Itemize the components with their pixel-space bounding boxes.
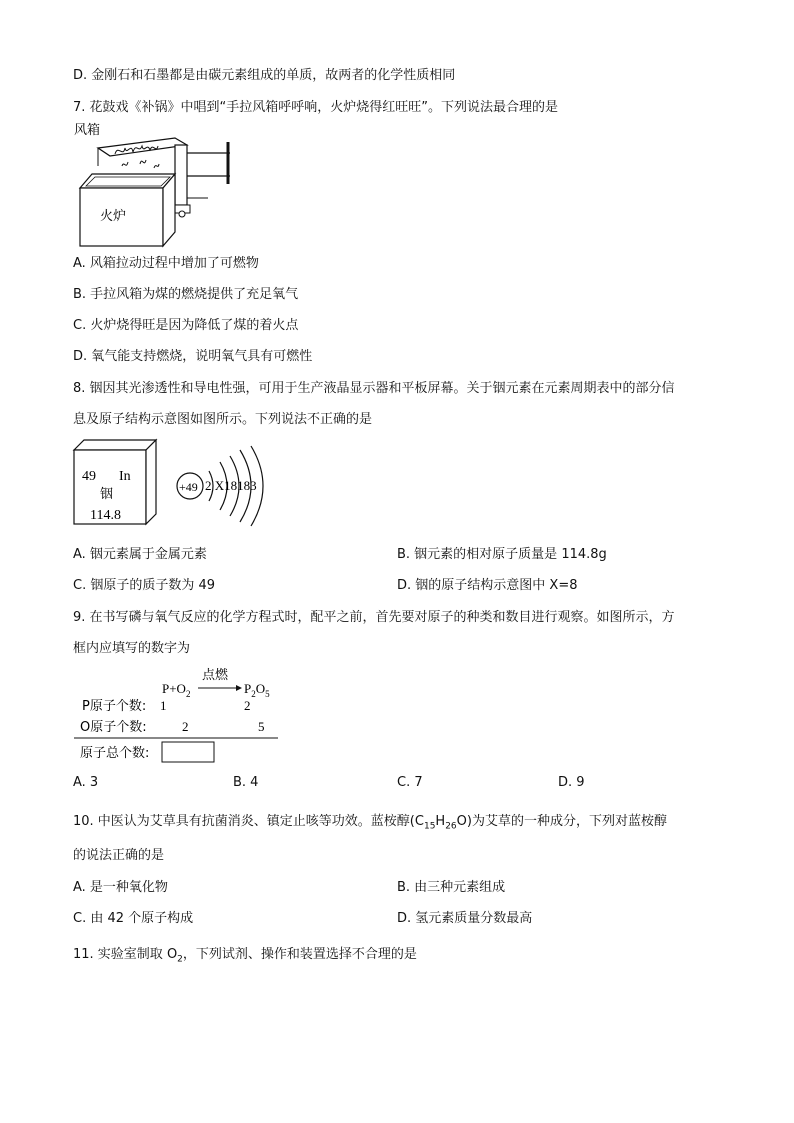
q8-option-b: B. 铟元素的相对原子质量是 114.8g — [397, 547, 607, 562]
q8-stem-line1: 8. 铟因其光渗透性和导电性强，可用于生产液晶显示器和平板屏幕。关于铟元素在元素周期表中的部分信 — [73, 381, 675, 396]
q9-stem-line2: 框内应填写的数字为 — [73, 641, 191, 656]
q9-option-a: A. 3 — [73, 775, 99, 790]
q7-option-b: B. 手拉风箱为煤的燃烧提供了充足氧气 — [73, 287, 299, 302]
atomic-number: 49 — [82, 469, 96, 484]
product-o-subscript: 5 — [265, 689, 270, 699]
electron-shells: 2 X18183 — [205, 478, 257, 493]
p-left-count: 1 — [160, 698, 167, 713]
o-left-count: 2 — [182, 719, 189, 734]
reactant-formula: P+O — [162, 681, 186, 696]
q10-stem-line2: 的说法正确的是 — [73, 848, 165, 863]
atomic-mass: 114.8 — [90, 508, 121, 523]
o-right-count: 5 — [258, 719, 265, 734]
q7-stem: 7. 花鼓戏《补锅》中唱到“手拉风箱呼呼响，火炉烧得红旺旺”。下列说法最合理的是 — [73, 100, 559, 115]
svg-text:P2O5 — [244, 681, 270, 699]
o-row-label: O原子个数: — [80, 720, 147, 735]
q10-option-d: D. 氢元素质量分数最高 — [397, 911, 533, 926]
q10-option-c: C. 由 42 个原子构成 — [73, 911, 194, 926]
furnace-label: 火炉 — [100, 208, 127, 223]
answer-box — [162, 742, 214, 762]
bellows-furnace-figure — [70, 118, 240, 248]
p-right-count: 2 — [244, 698, 251, 713]
o2-subscript: 2 — [185, 689, 191, 699]
product-p: P — [244, 681, 252, 696]
q8-option-c: C. 铟原子的质子数为 49 — [73, 578, 216, 593]
q10-option-a: A. 是一种氧化物 — [73, 880, 168, 895]
q8-option-d: D. 铟的原子结构示意图中 X=8 — [397, 578, 578, 593]
q9-option-b: B. 4 — [233, 775, 259, 790]
nucleus-charge: +49 — [179, 480, 198, 494]
q10-stem-line1: 10. 中医认为艾草具有抗菌消炎、镇定止咳等功效。蓝桉醇$(C_{15}H_{26}O)$为艾草的一种成分，下列对蓝桉醇 — [73, 814, 667, 832]
bellows-label: 风箱 — [74, 122, 101, 137]
q6-option-d: D. 金刚石和石墨都是由碳元素组成的单质，故两者的化学性质相同 — [73, 68, 456, 83]
p-row-label: P原子个数: — [82, 699, 147, 714]
q11-stem: 11. 实验室制取 $O_2$，下列试剂、操作和装置选择不合理的是 — [73, 947, 417, 965]
q10-option-b: B. 由三种元素组成 — [397, 880, 506, 895]
product-p-subscript: 2 — [251, 689, 256, 699]
product-o: O — [255, 681, 266, 696]
svg-text:P+O2 — [162, 681, 190, 699]
q7-option-c: C. 火炉烧得旺是因为降低了煤的着火点 — [73, 318, 299, 333]
q9-stem-line1: 9. 在书写磷与氧气反应的化学方程式时，配平之前，首先要对原子的种类和数目进行观察。如图所示，方 — [73, 610, 675, 625]
q7-option-d: D. 氧气能支持燃烧，说明氧气具有可燃性 — [73, 349, 313, 364]
q8-stem-line2: 息及原子结构示意图如图所示。下列说法不正确的是 — [73, 412, 373, 427]
total-label: 原子总个数: — [80, 746, 150, 761]
q9-option-c: C. 7 — [397, 775, 423, 790]
q9-option-d: D. 9 — [558, 775, 585, 790]
q7-option-a: A. 风箱拉动过程中增加了可燃物 — [73, 256, 259, 271]
element-name: 铟 — [100, 487, 114, 502]
element-symbol: In — [119, 469, 131, 484]
reaction-condition: 点燃 — [202, 668, 229, 683]
q8-option-a: A. 铟元素属于金属元素 — [73, 547, 207, 562]
indium-figure — [70, 438, 280, 530]
atom-count-figure — [74, 664, 284, 766]
